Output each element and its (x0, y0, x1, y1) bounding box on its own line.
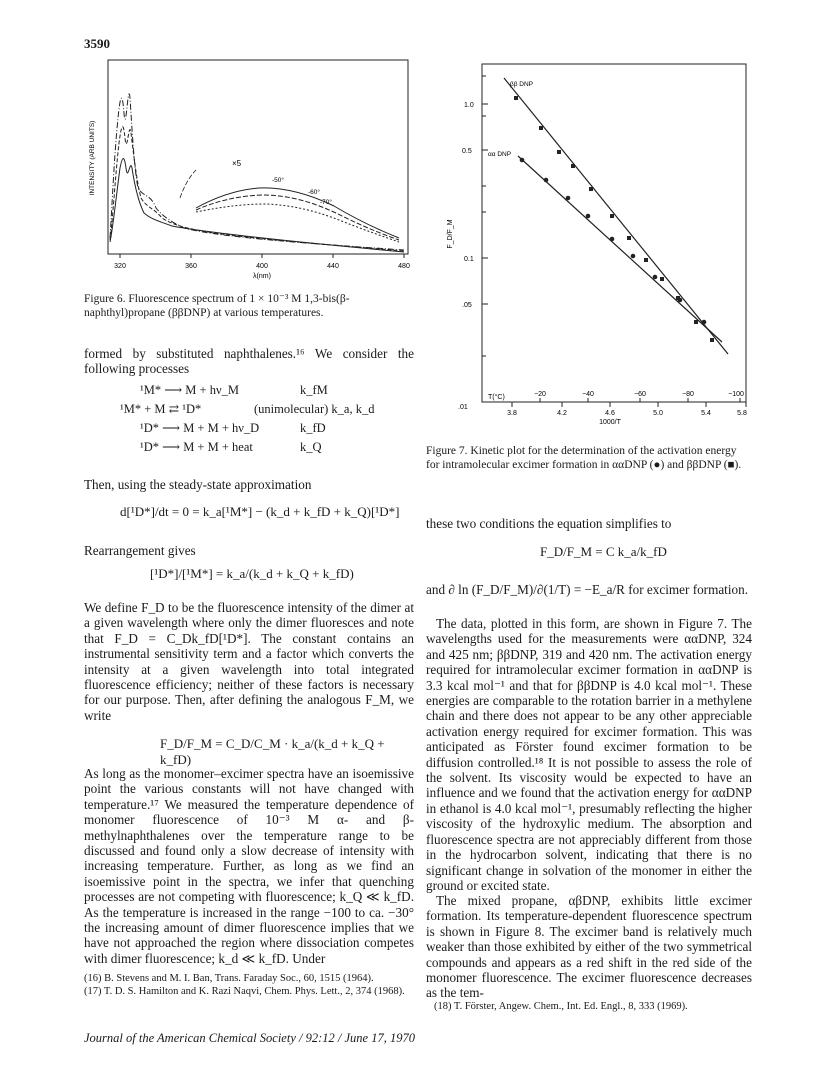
fig6-xtick-4: 480 (398, 263, 410, 270)
fig6-xtick-0: 320 (114, 263, 126, 270)
figure6-ylabel: INTENSITY (ARB UNITS) (89, 120, 96, 196)
fig6-excimer-60 (196, 195, 399, 240)
fig6-excimer-50 (196, 188, 399, 238)
right-p2: and ∂ ln (F_D/F_M)/∂(1/T) = −E_a/R for excimer formation. (426, 582, 748, 597)
fig7-point-bb (610, 214, 614, 218)
figure7-yticks (458, 76, 488, 411)
fig7-point-bb (557, 150, 561, 154)
reaction-1: ¹M* ⟶ M + hν_M k_fM (140, 383, 328, 397)
fig6-xtick-2: 400 (256, 263, 268, 270)
left-p5: As long as the monomer–excimer spectra have an isoemissive point the various constants will not have changed with temperature.¹⁷ We measured the temperature dependence of monomer fluorescence of 10⁻³ M α- and β-methylnaphthalenes over the temperature range to be discussed and found only a slow decrease of intensity with increasing temperature. Further, as long as we find an isoemissive point in the spectra, we infer that quenching processes are not competing with fluorescence; k_Q ≪ k_fD. As the temperature is increased in the range −100 to ca. −30° the increasing amount of dimer fluorescence implies that we have not approached the region where dissociation competes with dimer fluorescence; k_d ≪ k_fD. Under (84, 766, 414, 966)
fig6-excimer-70 (196, 204, 399, 242)
equation-4: F_D/F_M = C k_a/k_fD (540, 544, 667, 559)
fig7-ytick-3: .05 (462, 302, 472, 309)
fig7-point-aa (610, 237, 615, 242)
figure6-xticks (114, 254, 410, 270)
fig7-point-aa (678, 298, 683, 303)
figure7-ylabel: F_D/F_M (447, 219, 454, 249)
left-p1: formed by substituted naphthalenes.¹⁶ We consider the following processes (84, 346, 414, 377)
fig7-ytick-2: 0.1 (464, 256, 474, 263)
fig7-xtick-1: 4.2 (557, 410, 567, 417)
figure7-kinetic-plot (422, 56, 752, 426)
reaction-4: ¹D* ⟶ M + M + heat k_Q (140, 440, 322, 454)
fig6-temp-70: -70° (320, 199, 332, 206)
fig7-point-bb (694, 320, 698, 324)
fig7-point-bb (710, 338, 714, 342)
equation-3: F_D/F_M = C_D/C_M · k_a/(k_d + k_Q + k_fD) (160, 736, 385, 767)
fig7-ttick-1: −40 (582, 391, 594, 398)
right-p3: The data, plotted in this form, are shown in Figure 7. The wavelengths used for the measurements were ααDNP, 324 and 425 nm; ββDNP, 319 and 420 nm. The activation energy required for intramolecular excimer formation in ααDNP is 3.3 kcal mol⁻¹ and that for ββDNP is 4.0 kcal mol⁻¹. These energies are comparable to the rotation barrier in a methylene chain and there does not appear to be any other appreciable activation energy required for excimer formation. This was anticipated as Förster found excimer formation to be diffusion controlled.¹⁸ It is not possible to assess the role of the solvent. Its viscosity would be expected to have an influence and we found that the activation energy for ααDNP in ethanol is 4.0 kcal mol⁻¹, presumably reflecting the higher viscosity of the hydroxylic medium. The absorption and fluorescence spectra are not appreciably different from those in the hydrocarbon solvent, indicating that there is no significant change in solvation of the monomer in either the ground or excited state. (426, 616, 752, 893)
fig7-xtick-3: 5.0 (653, 410, 663, 417)
fig7-xtick-5: 5.8 (737, 410, 747, 417)
footnote-18: (18) T. Förster, Angew. Chem., Int. Ed. Engl., 8, 333 (1969). (434, 1001, 688, 1012)
fig7-point-aa (702, 320, 707, 325)
figure7-caption: Figure 7. Kinetic plot for the determination of the activation energy for intramolecular excimer formation in ααDNP (●) and ββDNP (■). (426, 445, 742, 471)
fig7-xtick-2: 4.6 (605, 410, 615, 417)
left-p4: We define F_D to be the fluorescence intensity of the dimer at a given wavelength where only the dimer fluoresces and note that F_D = C_Dk_fD[¹D*]. The constant contains an instrumental sensitivity term and a factor which converts the intensity at a given wavelength into total integrated fluorescence efficiency; neither of these factors is necessary for our purpose. Then, after defining the analogous F_M, we write (84, 600, 414, 723)
fig7-ttick-4: −100 (728, 391, 744, 398)
fig7-xtick-0: 3.8 (507, 410, 517, 417)
fig7-point-aa (631, 254, 636, 259)
fig7-line-aa (518, 156, 722, 342)
fig7-point-aa (566, 196, 571, 201)
fig7-label-aa: αα DNP (488, 151, 512, 158)
equation-2: [¹D*]/[¹M*] = k_a/(k_d + k_Q + k_fD) (150, 566, 354, 581)
fig7-label-bb: ββ DNP (510, 81, 534, 88)
fig7-point-aa (653, 275, 658, 280)
equation-1: d[¹D*]/dt = 0 = k_a[¹M*] − (k_d + k_fD + k_Q)[¹D*] (120, 504, 400, 519)
right-p1: these two conditions the equation simplifies to (426, 516, 672, 531)
figure6-spectrum (84, 58, 414, 288)
figure6-caption: Figure 6. Fluorescence spectrum of 1 × 10⁻³ M 1,3-bis(β-naphthyl)propane (ββDNP) at various temperatures. (84, 293, 350, 319)
fig7-line-bb (504, 78, 728, 354)
figure7-xticks (507, 402, 747, 417)
fig6-excimer-upturn (180, 170, 196, 198)
right-p4: The mixed propane, αβDNP, exhibits little excimer formation. Its temperature-dependent fluorescence spectrum is shown in Figure 8. The excimer band is relatively much weaker than those exhibited by either of the two symmetrical compounds and appears as a red shift in the red side of the monomer fluorescence. The excimer fluorescence decreases as the tem- (426, 893, 752, 1001)
fig7-point-bb (571, 164, 575, 168)
fig7-xtick-4: 5.4 (701, 410, 711, 417)
figure6-xlabel: λ(nm) (253, 273, 271, 280)
fig7-ytick-4: .01 (458, 404, 468, 411)
footnote-16: (16) B. Stevens and M. I. Ban, Trans. Faraday Soc., 60, 1515 (1964). (84, 973, 374, 984)
fig7-t-label: T(°C) (488, 394, 505, 401)
fig7-ttick-0: −20 (534, 391, 546, 398)
figure7-tticks (534, 391, 744, 402)
fig7-point-bb (589, 187, 593, 191)
fig6-x5-label: ×5 (232, 159, 242, 168)
fig6-curve-b (110, 127, 404, 251)
figure7-frame (482, 64, 746, 402)
fig6-temp-60: -60° (308, 189, 320, 196)
reaction-list (120, 381, 414, 457)
fig6-temp-50: -50° (272, 177, 284, 184)
fig7-point-aa (586, 214, 591, 219)
fig7-points-bb (514, 96, 714, 342)
fig7-point-bb (660, 277, 664, 281)
fig7-ytick-1: 0.5 (462, 148, 472, 155)
figure7-xlabel: 1000/T (599, 419, 621, 426)
page-number: 3590 (84, 36, 110, 51)
fig6-xtick-1: 360 (185, 263, 197, 270)
fig7-point-aa (520, 158, 525, 163)
fig7-ttick-3: −80 (682, 391, 694, 398)
left-p3: Rearrangement gives (84, 543, 196, 558)
fig7-ytick-0: 1.0 (464, 102, 474, 109)
fig7-point-bb (627, 236, 631, 240)
fig7-point-bb (514, 96, 518, 100)
footnote-17: (17) T. D. S. Hamilton and K. Razi Naqvi, Chem. Phys. Lett., 2, 374 (1968). (84, 986, 405, 997)
fig6-xtick-3: 440 (327, 263, 339, 270)
reaction-2: ¹M* + M ⇄ ¹D* (unimolecular) k_a, k_d (120, 402, 375, 416)
left-p2: Then, using the steady-state approximation (84, 477, 312, 492)
fig7-point-bb (539, 126, 543, 130)
fig7-ttick-2: −60 (634, 391, 646, 398)
journal-footer: Journal of the American Chemical Society / 92:12 / June 17, 1970 (84, 1031, 415, 1045)
fig6-curve-a (110, 94, 404, 250)
fig7-point-bb (644, 258, 648, 262)
figure6-frame (108, 60, 408, 254)
reaction-3: ¹D* ⟶ M + M + hν_D k_fD (140, 421, 326, 435)
fig7-point-aa (544, 178, 549, 183)
